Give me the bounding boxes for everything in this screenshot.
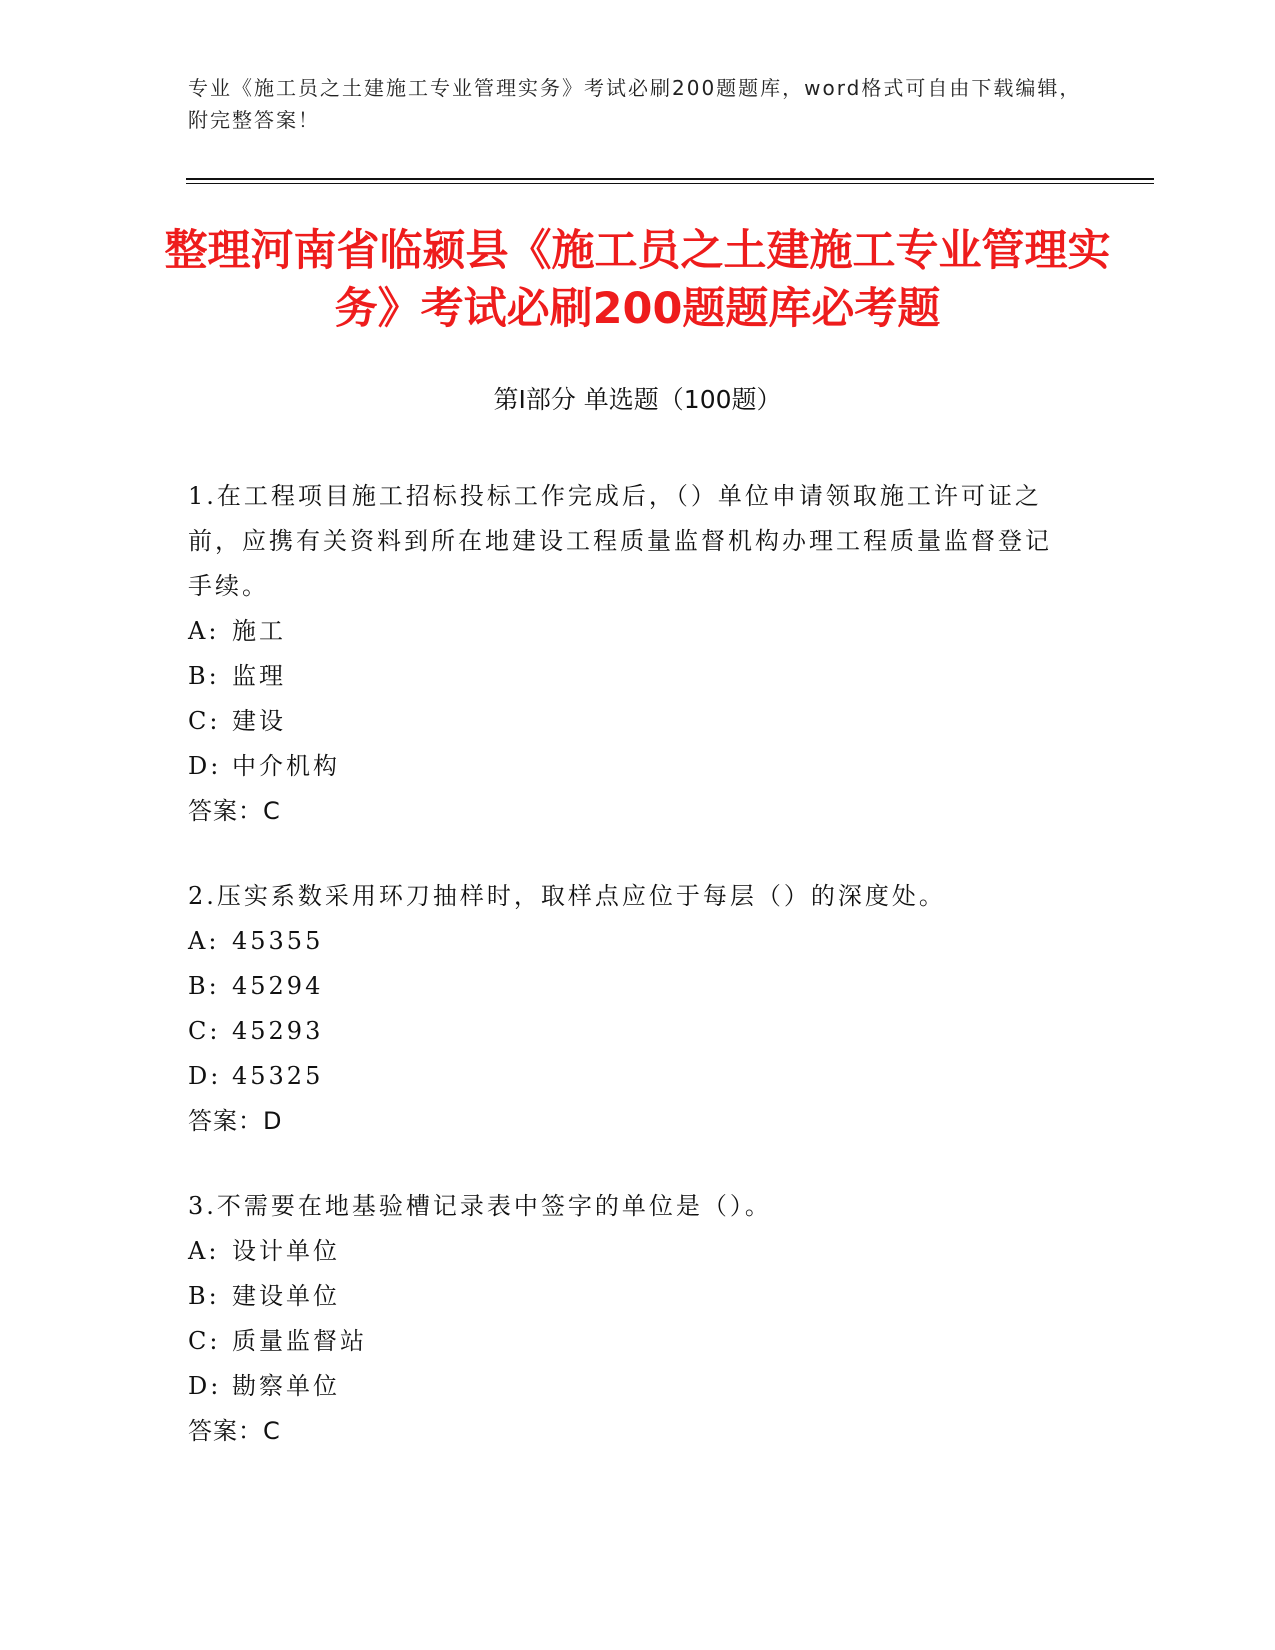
- option-text: 45293: [232, 1017, 324, 1045]
- option-d: [188, 1364, 1058, 1409]
- option-b: [188, 1274, 1058, 1319]
- option-d: [188, 1054, 1058, 1099]
- option-text: 建设单位: [232, 1282, 340, 1310]
- option-letter: C:: [188, 707, 221, 735]
- header-rule-thin: [186, 183, 1154, 184]
- option-letter: C:: [188, 1017, 221, 1045]
- answer-label: 答案：: [188, 1417, 263, 1445]
- question-list: [188, 474, 1058, 1494]
- option-text: 施工: [232, 617, 286, 645]
- option-text: 监理: [232, 662, 286, 690]
- option-text: 45294: [232, 972, 324, 1000]
- option-c: [188, 1009, 1058, 1054]
- option-text: 质量监督站: [232, 1327, 367, 1355]
- option-text: 45325: [232, 1062, 324, 1090]
- question-item: [188, 874, 1058, 1144]
- question-stem: 2.压实系数采用环刀抽样时，取样点应位于每层（）的深度处。: [188, 882, 946, 910]
- question-item: [188, 474, 1058, 834]
- option-letter: B:: [188, 662, 220, 690]
- option-letter: A:: [188, 927, 220, 955]
- option-a: [188, 919, 1058, 964]
- option-text: 45355: [232, 927, 324, 955]
- option-a: [188, 609, 1058, 654]
- option-letter: B:: [188, 972, 220, 1000]
- answer-label: 答案：: [188, 1107, 263, 1135]
- option-letter: D:: [188, 752, 222, 780]
- answer-label: 答案：: [188, 797, 263, 825]
- answer-line: [188, 1409, 1058, 1454]
- answer-value: D: [263, 1107, 283, 1135]
- option-letter: B:: [188, 1282, 220, 1310]
- section-title: 第Ⅰ部分 单选题（100题）: [493, 385, 782, 414]
- option-b: [188, 964, 1058, 1009]
- question-stem: 1.在工程项目施工招标投标工作完成后，（）单位申请领取施工许可证之前，应携有关资料到所在地建设工程质量监督机构办理工程质量监督登记手续。: [188, 482, 1052, 600]
- document-title: 整理河南省临颍县《施工员之土建施工专业管理实务》考试必刷200题题库必考题: [164, 226, 1111, 334]
- option-text: 中介机构: [232, 752, 340, 780]
- header-rule-thick: [186, 178, 1154, 180]
- option-text: 设计单位: [232, 1237, 340, 1265]
- option-b: [188, 654, 1058, 699]
- option-letter: A:: [188, 1237, 220, 1265]
- option-letter: C:: [188, 1327, 221, 1355]
- option-text: 勘察单位: [232, 1372, 340, 1400]
- option-d: [188, 744, 1058, 789]
- header-note: 专业《施工员之土建施工专业管理实务》考试必刷200题题库，word格式可自由下载编辑，附完整答案！: [188, 76, 1082, 132]
- answer-line: [188, 1099, 1058, 1144]
- option-c: [188, 1319, 1058, 1364]
- option-letter: D:: [188, 1062, 222, 1090]
- question-stem: 3.不需要在地基验槽记录表中签字的单位是（）。: [188, 1192, 772, 1220]
- option-letter: A:: [188, 617, 220, 645]
- answer-line: [188, 789, 1058, 834]
- question-item: [188, 1184, 1058, 1454]
- answer-value: C: [263, 1417, 281, 1445]
- option-c: [188, 699, 1058, 744]
- answer-value: C: [263, 797, 281, 825]
- option-a: [188, 1229, 1058, 1274]
- option-text: 建设: [232, 707, 286, 735]
- option-letter: D:: [188, 1372, 222, 1400]
